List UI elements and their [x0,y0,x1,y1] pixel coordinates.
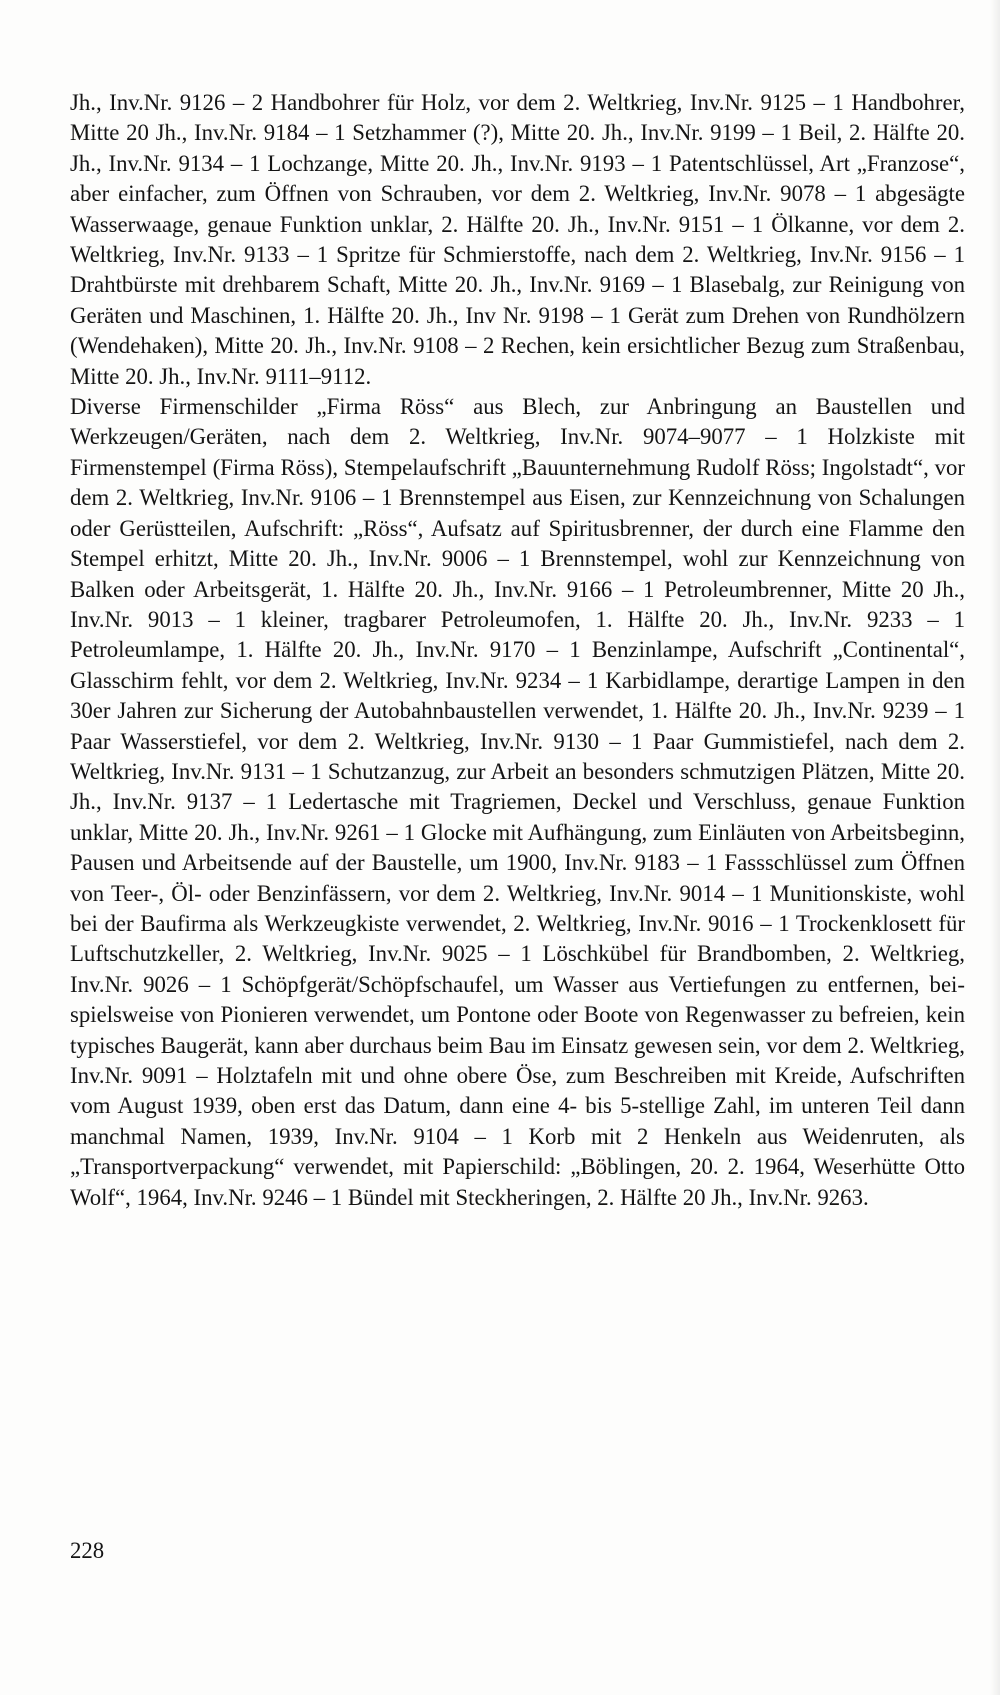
body-text [70,88,965,1213]
paragraph-company-items: Diverse Firmenschilder „Firma Röss“ aus Blech, zur Anbringung an Baustellen und Werkzeugen/Geräten, nach dem 2. Weltkrieg, Inv.Nr. 9074–9077 – 1 Holzkiste mit Firmenstempel (Firma Röss), Stempelaufschrift „Bauunternehmung Rudolf Röss; Ingolstadt“, vor dem 2. Weltkrieg, Inv.Nr. 9106 – 1 Brennstempel aus Eisen, zur Kennzeichnung von Schalungen oder Gerüstteilen, Aufschrift: „Röss“, Aufsatz auf Spiritusbrenner, der durch eine Flamme den Stempel erhitzt, Mitte 20. Jh., Inv.Nr. 9006 – 1 Brennstempel, wohl zur Kennzeichnung von Balken oder Arbeitsgerät, 1. Hälfte 20. Jh., Inv.Nr. 9166 – 1 Petroleumbrenner, Mitte 20 Jh., Inv.Nr. 9013 – 1 kleiner, tragbarer Petroleumofen, 1. Hälfte 20. Jh., Inv.Nr. 9233 – 1 Petroleumlampe, 1. Hälfte 20. Jh., Inv.Nr. 9170 – 1 Benzinlampe, Aufschrift „Continental“, Glasschirm fehlt, vor dem 2. Weltkrieg, Inv.Nr. 9234 – 1 Karbidlampe, derartige Lampen in den 30er Jahren zur Sicherung der Autobahnbaustellen verwendet, 1. Hälfte 20. Jh., Inv.Nr. 9239 – 1 Paar Wasserstiefel, vor dem 2. Weltkrieg, Inv.Nr. 9130 – 1 Paar Gummistiefel, nach dem 2. Weltkrieg, Inv.Nr. 9131 – 1 Schutzanzug, zur Arbeit an besonders schmutzigen Plätzen, Mitte 20. Jh., Inv.Nr. 9137 – 1 Ledertasche mit Tragriemen, Deckel und Verschluss, genaue Funktion unklar, Mitte 20. Jh., Inv.Nr. 9261 – 1 Glocke mit Aufhängung, zum Einläuten von Arbeitsbeginn, Pausen und Arbeitsende auf der Baustelle, um 1900, Inv.Nr. 9183 – 1 Fassschlüssel zum Öffnen von Teer-, Öl- oder Benzinfässern, vor dem 2. Weltkrieg, Inv.Nr. 9014 – 1 Munitionskiste, wohl bei der Baufirma als Werkzeugkiste verwendet, 2. Weltkrieg, Inv.Nr. 9016 – 1 Trockenklosett für Luftschutzkeller, 2. Weltkrieg, Inv.Nr. 9025 – 1 Löschkübel für Brandbomben, 2. Weltkrieg, Inv.Nr. 9026 – 1 Schöpfgerät/Schöpfschaufel, um Wasser aus Vertiefungen zu entfernen, beispielsweise von Pionieren verwendet, um Pontone oder Boote von Regenwasser zu befreien, kein typisches Baugerät, kann aber durchaus beim Bau im Einsatz gewesen sein, vor dem 2. Weltkrieg, Inv.Nr. 9091 – Holztafeln mit und ohne obere Öse, zum Beschreiben mit Kreide, Aufschriften vom August 1939, oben erst das Datum, dann eine 4- bis 5-stellige Zahl, im unteren Teil dann manchmal Namen, 1939, Inv.Nr. 9104 – 1 Korb mit 2 Henkeln aus Weidenruten, als „Transportverpackung“ verwendet, mit Papierschild: „Böblingen, 20. 2. 1964, Weserhütte Otto Wolf“, 1964, Inv.Nr. 9246 – 1 Bündel mit Steckheringen, 2. Hälfte 20 Jh., Inv.Nr. 9263. [70,394,965,1210]
page-number: 228 [70,1538,105,1563]
page-edge-shadow [990,0,1000,1695]
paragraph-tools-inventory: Jh., Inv.Nr. 9126 – 2 Handbohrer für Holz, vor dem 2. Weltkrieg, Inv.Nr. 9125 – 1 Handbohrer, Mitte 20 Jh., Inv.Nr. 9184 – 1 Setzhammer (?), Mitte 20. Jh., Inv.Nr. 9199 – 1 Beil, 2. Hälfte 20. Jh., Inv.Nr. 9134 – 1 Lochzange, Mitte 20. Jh., Inv.Nr. 9193 – 1 Patentschlüssel, Art „Franzose“, aber einfacher, zum Öffnen von Schrauben, vor dem 2. Weltkrieg, Inv.Nr. 9078 – 1 abgesägte Wasserwaage, genaue Funktion unklar, 2. Hälfte 20. Jh., Inv.Nr. 9151 – 1 Ölkanne, vor dem 2. Weltkrieg, Inv.Nr. 9133 – 1 Spritze für Schmierstoffe, nach dem 2. Weltkrieg, Inv.Nr. 9156 – 1 Drahtbürste mit drehbarem Schaft, Mitte 20. Jh., Inv.Nr. 9169 – 1 Blasebalg, zur Reinigung von Geräten und Maschinen, 1. Hälfte 20. Jh., Inv Nr. 9198 – 1 Gerät zum Drehen von Rundhölzern (Wendehaken), Mitte 20. Jh., Inv.Nr. 9108 – 2 Rechen, kein ersichtlicher Bezug zum Straßenbau, Mitte 20. Jh., Inv.Nr. 9111–9112. [70,90,965,389]
